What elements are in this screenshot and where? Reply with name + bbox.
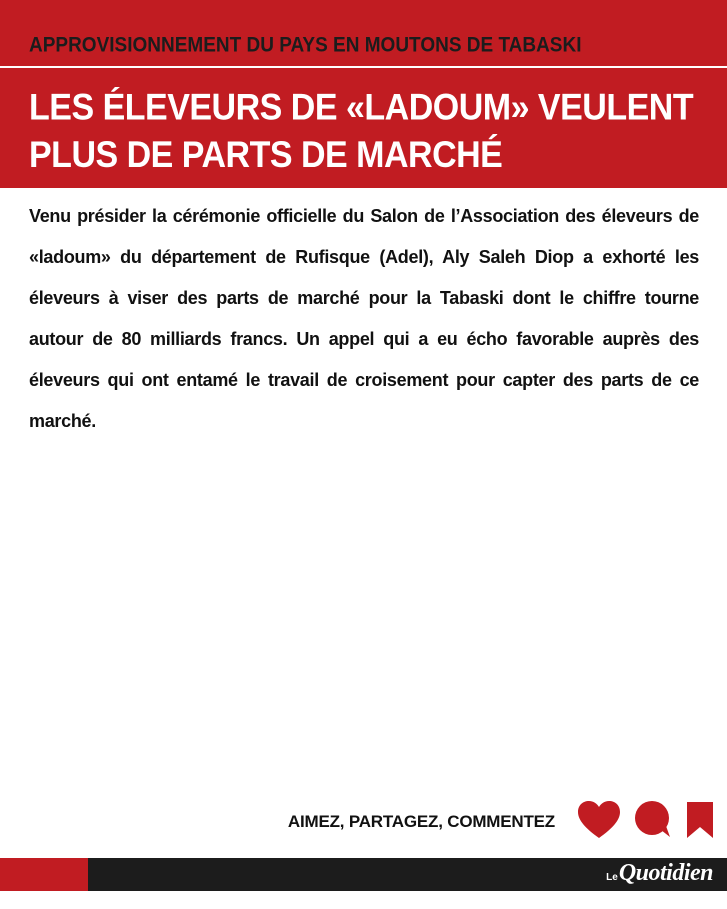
social-cta: AIMEZ, PARTAGEZ, COMMENTEZ	[287, 812, 555, 831]
footer-accent	[0, 858, 88, 891]
brand-logo	[606, 860, 713, 890]
logo-name: Quotidien	[618, 860, 713, 886]
kicker-divider	[0, 66, 727, 68]
article-body: Venu présider la cérémonie officielle du Salon de l’Association des éleveurs de «ladoum» du département de Rufisque (Adel), Aly Saleh Diop a exhorté les éleveurs à viser des parts de marché pour la Tabaski dont le chiffre tourne autour de 80 milliards francs. Un appel qui a eu écho favorable auprès des éleveurs qui ont entamé le travail de croisement pour capter des parts de ce marché.	[29, 206, 699, 431]
heart-icon[interactable]	[577, 800, 621, 845]
bookmark-icon[interactable]	[685, 800, 715, 845]
social-actions	[288, 800, 715, 844]
article-kicker: APPROVISIONNEMENT DU PAYS EN MOUTONS DE TABASKI	[29, 33, 582, 58]
comment-icon[interactable]	[633, 800, 673, 845]
logo-prefix: Le	[606, 872, 618, 883]
article-headline: LES ÉLEVEURS DE «LADOUM» VEULENT PLUS DE PARTS DE MARCHÉ	[29, 87, 694, 176]
